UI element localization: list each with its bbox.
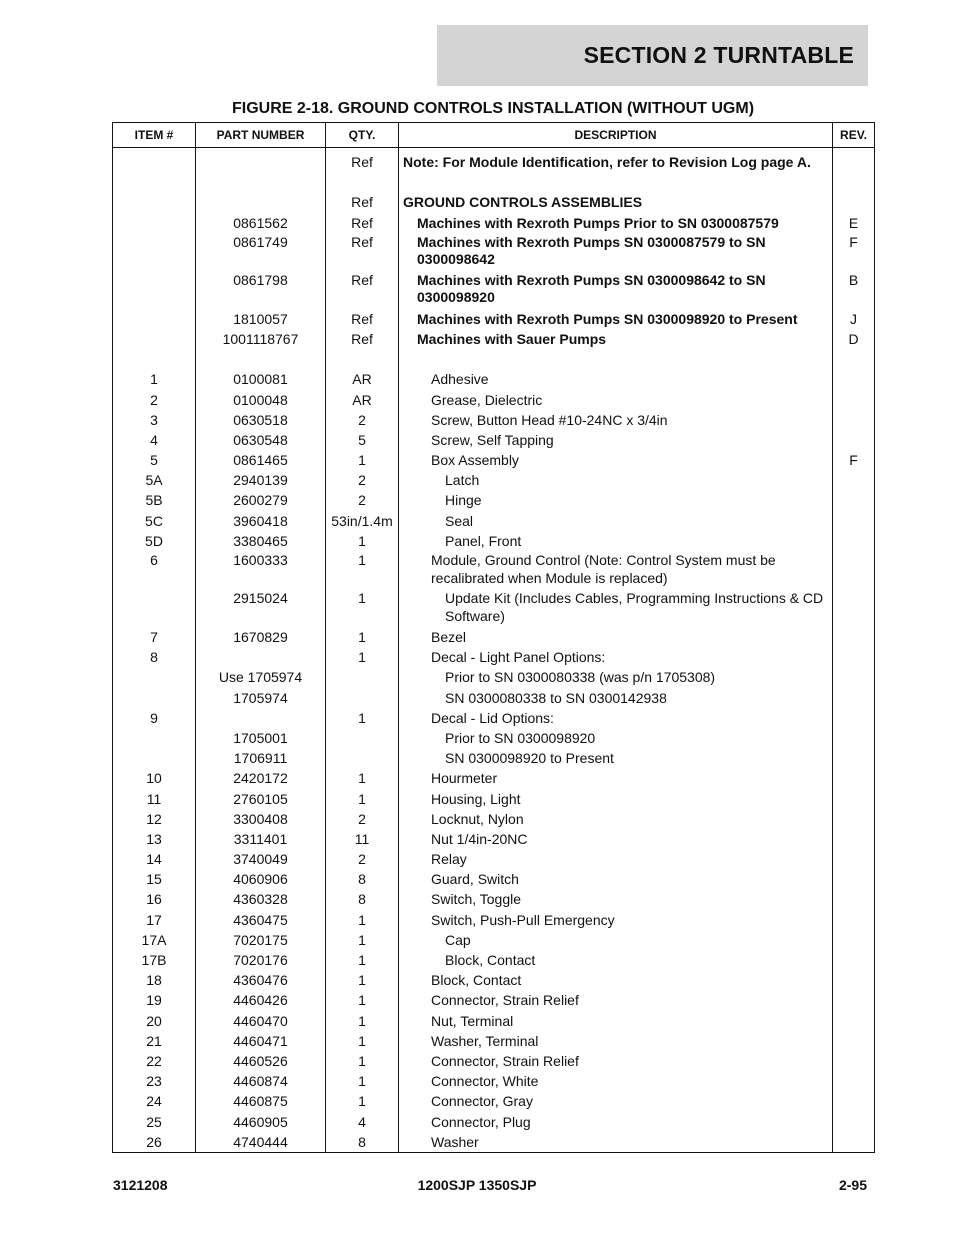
cell-qty <box>326 688 398 708</box>
cell-item: 24 <box>146 1093 162 1110</box>
figure-title: FIGURE 2-18. GROUND CONTROLS INSTALLATION (WITHOUT UGM) <box>231 100 755 117</box>
cell-item: 22 <box>146 1052 162 1069</box>
cell-part: 4460874 <box>233 1073 288 1090</box>
cell-part: 2940139 <box>233 472 288 489</box>
cell-rev <box>833 531 874 551</box>
cell-part: 2420172 <box>233 770 288 787</box>
cell-part: 2915024 <box>233 590 288 606</box>
cell-item: 26 <box>146 1133 162 1150</box>
cell-part: 0861749 <box>233 233 288 250</box>
cell-part: 4360475 <box>233 911 288 928</box>
cell-rev <box>833 1011 874 1031</box>
cell-desc: Note: For Module Identification, refer to Revision Log page A. <box>403 154 811 170</box>
cell-part: 1705001 <box>233 729 288 746</box>
cell-rev: F <box>849 452 858 469</box>
cell-part: 0630518 <box>233 411 288 428</box>
cell-qty: 1 <box>358 770 366 787</box>
cell-desc: Screw, Self Tapping <box>431 431 554 448</box>
cell-rev <box>833 768 874 788</box>
cell-desc: Machines with Rexroth Pumps Prior to SN 0300087579 <box>417 214 779 231</box>
cell-part <box>196 152 325 172</box>
cell-desc: Bezel <box>431 629 467 645</box>
cell-rev <box>833 627 874 647</box>
rev-column <box>833 148 875 1153</box>
cell-item <box>113 152 195 172</box>
cell-part: 1600333 <box>233 552 288 568</box>
cell-qty: 2 <box>358 472 366 489</box>
item-column <box>113 148 196 1153</box>
cell-qty: 1 <box>358 952 366 968</box>
cell-qty: 1 <box>358 629 366 645</box>
cell-rev <box>833 369 874 389</box>
cell-desc: Housing, Light <box>431 790 521 807</box>
header-rev: REV. <box>833 123 875 148</box>
cell-desc: GROUND CONTROLS ASSEMBLIES <box>403 194 643 211</box>
cell-item: 14 <box>146 851 162 868</box>
cell-rev <box>833 910 874 930</box>
cell-rev <box>833 511 874 531</box>
cell-item <box>113 688 195 708</box>
cell-part: 4360476 <box>233 972 288 989</box>
cell-item: 23 <box>146 1073 162 1090</box>
description-column <box>399 148 833 1153</box>
cell-part: 3380465 <box>233 532 288 549</box>
cell-rev <box>833 1091 874 1111</box>
footer-page-number: 2-95 <box>838 1177 867 1193</box>
cell-item: 12 <box>146 810 162 827</box>
cell-desc: SN 0300098920 to Present <box>445 750 614 767</box>
cell-part: 0100081 <box>233 371 288 388</box>
cell-desc: Screw, Button Head #10-24NC x 3/4in <box>431 411 668 428</box>
cell-item: 17A <box>141 931 167 948</box>
cell-desc: Machines with Rexroth Pumps SN 0300098920 to Present <box>417 310 798 327</box>
cell-part <box>196 192 325 212</box>
cell-desc: Connector, Gray <box>431 1093 533 1110</box>
cell-part: 0861562 <box>233 214 288 231</box>
cell-qty: 1 <box>358 709 366 726</box>
cell-part <box>196 349 325 369</box>
header-qty: QTY. <box>326 123 399 148</box>
cell-part: 3740049 <box>233 851 288 868</box>
footer-document-number: 3121208 <box>113 1177 168 1193</box>
cell-item <box>113 748 195 768</box>
cell-desc: Adhesive <box>431 371 489 388</box>
cell-item <box>113 667 195 687</box>
cell-part: 4740444 <box>233 1133 288 1150</box>
cell-desc: SN 0300080338 to SN 0300142938 <box>445 689 667 706</box>
cell-desc: Switch, Toggle <box>431 891 522 908</box>
cell-item: 2 <box>150 391 158 408</box>
cell-desc: Update Kit (Includes Cables, Programming Instructions & CD Software) <box>445 590 824 624</box>
cell-item <box>113 349 195 369</box>
cell-part: 1001118767 <box>222 330 299 347</box>
cell-desc: Locknut, Nylon <box>431 810 524 827</box>
cell-rev <box>833 809 874 829</box>
cell-rev: J <box>850 310 857 327</box>
cell-desc: Seal <box>445 512 474 529</box>
cell-part <box>196 647 325 667</box>
cell-item: 3 <box>150 411 158 428</box>
cell-rev <box>833 889 874 909</box>
cell-desc: Switch, Push-Pull Emergency <box>431 911 615 928</box>
cell-item <box>113 589 195 627</box>
cell-qty: 53in/1.4m <box>331 512 393 529</box>
cell-qty: 1 <box>358 972 366 989</box>
cell-part <box>196 708 325 728</box>
cell-item <box>113 329 195 349</box>
cell-part: 4460426 <box>233 992 288 1009</box>
cell-part: 1670829 <box>233 629 288 645</box>
cell-item: 9 <box>150 709 158 726</box>
cell-rev <box>833 1071 874 1091</box>
cell-desc: Washer <box>431 1133 479 1150</box>
cell-item <box>113 271 195 309</box>
cell-part: 1706911 <box>233 750 288 767</box>
cell-item: 5 <box>150 452 158 469</box>
cell-part: 4460471 <box>233 1032 288 1049</box>
cell-rev <box>833 930 874 950</box>
cell-item: 11 <box>146 790 162 807</box>
cell-rev <box>833 970 874 990</box>
cell-item <box>113 192 195 212</box>
cell-part: 3300408 <box>233 810 288 827</box>
cell-qty: 1 <box>358 911 366 928</box>
cell-rev <box>833 390 874 410</box>
cell-item: 5B <box>145 492 163 509</box>
cell-item: 1 <box>150 371 158 388</box>
cell-part: 7020175 <box>233 931 288 948</box>
cell-qty <box>326 172 398 192</box>
cell-desc: Connector, Strain Relief <box>431 992 579 1009</box>
cell-qty: 1 <box>358 649 366 666</box>
cell-item: 17 <box>146 911 162 928</box>
cell-rev: D <box>848 330 859 347</box>
cell-qty: Ref <box>351 154 373 170</box>
cell-desc: Box Assembly <box>431 452 519 469</box>
cell-item: 5D <box>145 532 163 549</box>
header-part-number: PART NUMBER <box>196 123 326 148</box>
cell-item: 5C <box>145 512 163 529</box>
cell-qty: 1 <box>358 931 366 948</box>
cell-item <box>113 233 195 271</box>
cell-part: 3311401 <box>233 830 288 847</box>
cell-rev <box>833 728 874 748</box>
cell-qty: Ref <box>351 194 373 211</box>
cell-rev <box>833 708 874 728</box>
cell-rev <box>833 430 874 450</box>
cell-item: 10 <box>146 770 162 787</box>
cell-rev <box>833 172 874 192</box>
footer-model: 1200SJP 1350SJP <box>417 1177 537 1193</box>
cell-qty: 4 <box>358 1113 366 1130</box>
cell-desc: Cap <box>445 931 471 948</box>
cell-qty <box>326 728 398 748</box>
cell-desc: Latch <box>445 472 480 489</box>
cell-desc: Machines with Rexroth Pumps SN 0300087579 to SN 0300098642 <box>417 233 766 268</box>
cell-item: 7 <box>150 629 158 645</box>
cell-qty: 1 <box>358 1073 366 1090</box>
parts-table <box>112 122 875 1153</box>
cell-qty: Ref <box>351 271 373 288</box>
cell-qty: 8 <box>358 891 366 908</box>
cell-rev <box>833 748 874 768</box>
cell-rev <box>833 470 874 490</box>
cell-rev <box>833 349 874 369</box>
cell-desc: Nut 1/4in-20NC <box>431 830 528 847</box>
cell-desc <box>399 349 832 369</box>
cell-desc: Block, Contact <box>445 952 536 968</box>
cell-part: 4060906 <box>233 871 288 888</box>
cell-desc: Module, Ground Control (Note: Control System must be recalibrated when Module is replaced) <box>431 552 776 586</box>
cell-rev <box>833 589 874 627</box>
cell-desc: Nut, Terminal <box>431 1012 514 1029</box>
cell-desc: Connector, Strain Relief <box>431 1052 579 1069</box>
cell-part: 4460875 <box>233 1093 288 1110</box>
cell-desc: Relay <box>431 851 467 868</box>
cell-item <box>113 213 195 233</box>
cell-qty: 8 <box>358 871 366 888</box>
cell-part: 0100048 <box>233 391 288 408</box>
cell-desc: Guard, Switch <box>431 871 519 888</box>
cell-part <box>196 172 325 192</box>
cell-part: 2600279 <box>233 492 288 509</box>
cell-item: 20 <box>146 1012 162 1029</box>
cell-qty: 1 <box>358 1052 366 1069</box>
cell-item <box>113 728 195 748</box>
cell-desc: Prior to SN 0300098920 <box>445 729 596 746</box>
section-banner <box>437 25 868 86</box>
cell-rev <box>833 1031 874 1051</box>
header-description: DESCRIPTION <box>399 123 833 148</box>
cell-qty: 1 <box>358 1032 366 1049</box>
cell-part: 4460526 <box>233 1052 288 1069</box>
cell-part: 0861465 <box>233 452 288 469</box>
cell-rev <box>833 667 874 687</box>
cell-rev <box>833 410 874 430</box>
cell-qty: Ref <box>351 330 373 347</box>
cell-desc: Decal - Lid Options: <box>431 709 554 726</box>
cell-qty <box>326 667 398 687</box>
cell-desc: Grease, Dielectric <box>431 391 543 408</box>
cell-desc <box>399 172 832 192</box>
cell-part: 4360328 <box>233 891 288 908</box>
cell-rev <box>833 688 874 708</box>
cell-part: 4460905 <box>233 1113 288 1130</box>
cell-item: 18 <box>146 972 162 989</box>
cell-rev <box>833 990 874 1010</box>
cell-item: 15 <box>146 871 162 888</box>
cell-desc: Prior to SN 0300080338 (was p/n 1705308) <box>445 669 716 686</box>
cell-qty: 1 <box>358 1012 366 1029</box>
cell-qty: 5 <box>358 431 366 448</box>
cell-part: 1810057 <box>233 310 288 327</box>
cell-rev: F <box>849 233 858 250</box>
cell-item: 17B <box>141 952 167 968</box>
cell-qty: 1 <box>358 532 366 549</box>
cell-item: 4 <box>150 431 158 448</box>
cell-qty: AR <box>352 391 372 408</box>
cell-desc: Machines with Sauer Pumps <box>417 330 607 347</box>
cell-rev <box>833 1132 874 1152</box>
cell-desc: Hinge <box>445 492 482 509</box>
cell-rev <box>833 829 874 849</box>
cell-item <box>113 309 195 329</box>
cell-desc: Decal - Light Panel Options: <box>431 649 606 666</box>
cell-qty <box>326 748 398 768</box>
cell-part: 4460470 <box>233 1012 288 1029</box>
cell-rev <box>833 1112 874 1132</box>
section-title: SECTION 2 TURNTABLE <box>583 42 854 68</box>
cell-qty: 1 <box>358 452 366 469</box>
cell-qty <box>326 349 398 369</box>
cell-rev <box>833 950 874 970</box>
cell-item: 19 <box>146 992 162 1009</box>
cell-rev: B <box>848 271 859 288</box>
cell-desc: Panel, Front <box>445 532 522 549</box>
cell-item: 5A <box>145 472 163 489</box>
cell-qty: AR <box>352 371 372 388</box>
cell-rev <box>833 789 874 809</box>
header-item: ITEM # <box>113 123 196 148</box>
cell-rev <box>833 490 874 510</box>
cell-rev <box>833 551 874 589</box>
cell-qty: 1 <box>358 1093 366 1110</box>
cell-qty: 2 <box>358 411 366 428</box>
cell-desc: Machines with Rexroth Pumps SN 0300098642 to SN 0300098920 <box>417 271 766 306</box>
cell-item: 6 <box>150 552 158 568</box>
cell-part: 0861798 <box>233 271 288 288</box>
cell-qty: 8 <box>358 1133 366 1150</box>
cell-part: 1705974 <box>233 689 288 706</box>
cell-desc: Washer, Terminal <box>431 1032 539 1049</box>
cell-qty: 2 <box>358 810 366 827</box>
cell-part: 2760105 <box>233 790 288 807</box>
cell-rev <box>833 152 874 172</box>
cell-item: 13 <box>146 830 162 847</box>
cell-rev <box>833 1051 874 1071</box>
cell-item <box>113 172 195 192</box>
cell-rev <box>833 647 874 667</box>
cell-qty: 11 <box>354 830 370 847</box>
cell-rev <box>833 869 874 889</box>
cell-desc: Connector, White <box>431 1073 539 1090</box>
cell-qty: 1 <box>358 590 366 606</box>
table-body-row <box>113 148 875 1153</box>
cell-rev <box>833 192 874 212</box>
cell-part: Use 1705974 <box>218 669 303 686</box>
cell-item: 16 <box>146 891 162 908</box>
cell-rev <box>833 849 874 869</box>
table-header-row <box>113 123 875 148</box>
cell-rev: E <box>848 214 859 231</box>
cell-desc: Hourmeter <box>431 770 498 787</box>
cell-item: 21 <box>146 1032 162 1049</box>
cell-qty: 1 <box>358 790 366 807</box>
cell-qty: Ref <box>351 233 373 250</box>
cell-desc: Block, Contact <box>431 972 522 989</box>
cell-item: 8 <box>150 649 158 666</box>
part-number-column <box>196 148 326 1153</box>
cell-part: 3960418 <box>233 512 288 529</box>
cell-qty: 2 <box>358 851 366 868</box>
qty-column <box>326 148 399 1153</box>
cell-item: 25 <box>146 1113 162 1130</box>
cell-qty: 2 <box>358 492 366 509</box>
cell-desc: Connector, Plug <box>431 1113 531 1130</box>
cell-qty: Ref <box>351 214 373 231</box>
cell-part: 7020176 <box>233 952 288 968</box>
cell-part: 0630548 <box>233 431 288 448</box>
cell-qty: Ref <box>351 310 373 327</box>
cell-qty: 1 <box>358 992 366 1009</box>
cell-qty: 1 <box>358 552 366 568</box>
